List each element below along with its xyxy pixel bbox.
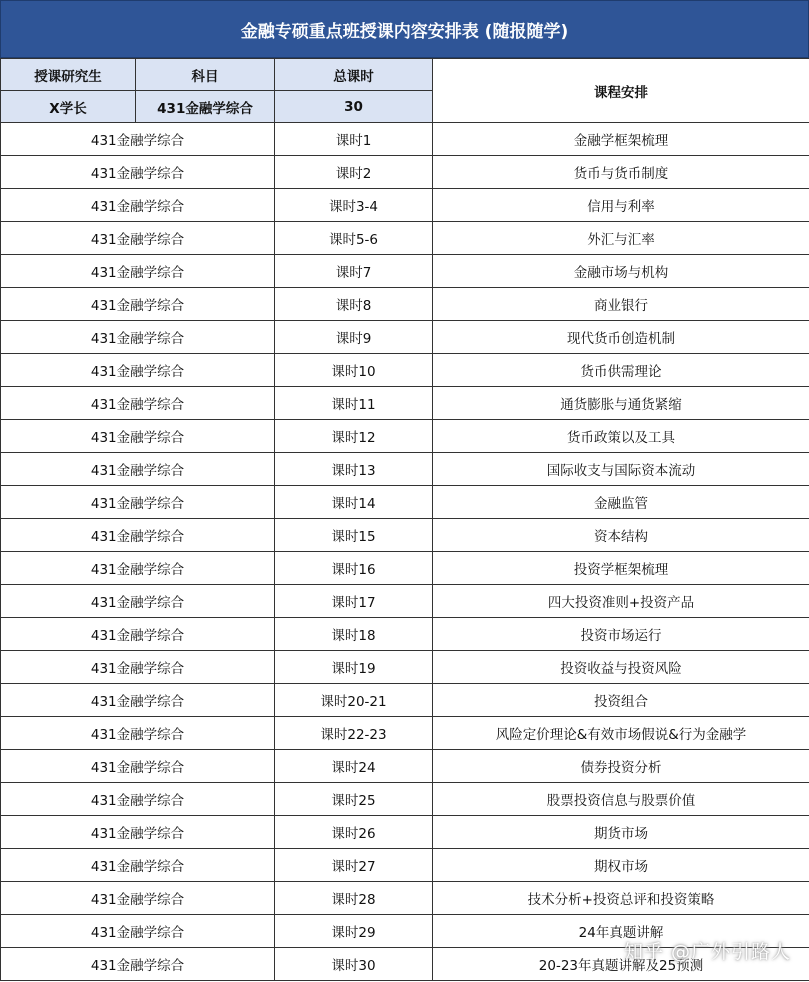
table-row [1, 684, 809, 717]
lesson-cell: 课时18 [275, 618, 433, 651]
subject-cell: 431金融学综合 [1, 123, 275, 156]
table-row [1, 255, 809, 288]
lesson-cell: 课时10 [275, 354, 433, 387]
content-cell: 期权市场 [433, 849, 809, 882]
table-row [1, 321, 809, 354]
subject-cell: 431金融学综合 [1, 618, 275, 651]
content-cell: 现代货币创造机制 [433, 321, 809, 354]
content-cell: 商业银行 [433, 288, 809, 321]
subject-value: 431金融学综合 [136, 91, 275, 123]
table-row [1, 816, 809, 849]
table-row [1, 486, 809, 519]
content-cell: 资本结构 [433, 519, 809, 552]
subject-cell: 431金融学综合 [1, 651, 275, 684]
table-row [1, 189, 809, 222]
content-cell: 国际收支与国际资本流动 [433, 453, 809, 486]
subject-cell: 431金融学综合 [1, 354, 275, 387]
content-cell: 通货膨胀与通货紧缩 [433, 387, 809, 420]
lesson-cell: 课时12 [275, 420, 433, 453]
content-cell: 货币政策以及工具 [433, 420, 809, 453]
table-row [1, 783, 809, 816]
table-row [1, 750, 809, 783]
watermark: 知乎 @广外引路人 [623, 941, 791, 963]
subject-cell: 431金融学综合 [1, 915, 275, 948]
teacher-header: 授课研究生 [1, 59, 136, 91]
table-row [1, 519, 809, 552]
total-hours-header: 总课时 [275, 59, 433, 91]
subject-cell: 431金融学综合 [1, 585, 275, 618]
lesson-cell: 课时24 [275, 750, 433, 783]
subject-cell: 431金融学综合 [1, 288, 275, 321]
table-row [1, 354, 809, 387]
lesson-cell: 课时15 [275, 519, 433, 552]
lesson-cell: 课时14 [275, 486, 433, 519]
lesson-cell: 课时16 [275, 552, 433, 585]
subject-cell: 431金融学综合 [1, 552, 275, 585]
table-row [1, 387, 809, 420]
content-cell: 金融监管 [433, 486, 809, 519]
subject-cell: 431金融学综合 [1, 948, 275, 981]
content-cell: 债券投资分析 [433, 750, 809, 783]
lesson-cell: 课时19 [275, 651, 433, 684]
lesson-cell: 课时27 [275, 849, 433, 882]
content-cell: 金融市场与机构 [433, 255, 809, 288]
table-row [1, 156, 809, 189]
lesson-cell: 课时25 [275, 783, 433, 816]
lesson-cell: 课时11 [275, 387, 433, 420]
table-row [1, 882, 809, 915]
subject-cell: 431金融学综合 [1, 783, 275, 816]
subject-cell: 431金融学综合 [1, 882, 275, 915]
lesson-cell: 课时17 [275, 585, 433, 618]
content-cell: 20-23年真题讲解及25预测 [433, 948, 809, 981]
content-cell: 投资组合 [433, 684, 809, 717]
subject-cell: 431金融学综合 [1, 387, 275, 420]
subject-cell: 431金融学综合 [1, 255, 275, 288]
subject-cell: 431金融学综合 [1, 453, 275, 486]
content-cell: 技术分析+投资总评和投资策略 [433, 882, 809, 915]
lesson-cell: 课时26 [275, 816, 433, 849]
table-row [1, 453, 809, 486]
subject-cell: 431金融学综合 [1, 750, 275, 783]
total-hours-value: 30 [275, 91, 433, 123]
lesson-cell: 课时9 [275, 321, 433, 354]
lesson-cell: 课时2 [275, 156, 433, 189]
lesson-cell: 课时5-6 [275, 222, 433, 255]
table-row [1, 222, 809, 255]
content-cell: 投资学框架梳理 [433, 552, 809, 585]
lesson-cell: 课时7 [275, 255, 433, 288]
lesson-cell: 课时1 [275, 123, 433, 156]
lesson-cell: 课时8 [275, 288, 433, 321]
table-row [1, 915, 809, 948]
table-row [1, 288, 809, 321]
table-row [1, 717, 809, 750]
lesson-cell: 课时3-4 [275, 189, 433, 222]
subject-cell: 431金融学综合 [1, 816, 275, 849]
lesson-cell: 课时13 [275, 453, 433, 486]
subject-cell: 431金融学综合 [1, 717, 275, 750]
content-cell: 期货市场 [433, 816, 809, 849]
content-cell: 信用与利率 [433, 189, 809, 222]
subject-cell: 431金融学综合 [1, 189, 275, 222]
content-cell: 四大投资准则+投资产品 [433, 585, 809, 618]
table-row [1, 123, 809, 156]
subject-cell: 431金融学综合 [1, 222, 275, 255]
content-cell: 投资收益与投资风险 [433, 651, 809, 684]
schedule-header: 课程安排 [433, 59, 809, 123]
content-cell: 外汇与汇率 [433, 222, 809, 255]
subject-cell: 431金融学综合 [1, 849, 275, 882]
subject-cell: 431金融学综合 [1, 519, 275, 552]
lesson-cell: 课时20-21 [275, 684, 433, 717]
content-cell: 24年真题讲解 [433, 915, 809, 948]
table-row [1, 948, 809, 981]
schedule-table [0, 58, 809, 981]
table-row [1, 618, 809, 651]
subject-cell: 431金融学综合 [1, 486, 275, 519]
lesson-cell: 课时28 [275, 882, 433, 915]
content-cell: 风险定价理论&有效市场假说&行为金融学 [433, 717, 809, 750]
table-row [1, 420, 809, 453]
lesson-cell: 课时30 [275, 948, 433, 981]
subject-cell: 431金融学综合 [1, 156, 275, 189]
table-row [1, 585, 809, 618]
subject-header: 科目 [136, 59, 275, 91]
content-cell: 金融学框架梳理 [433, 123, 809, 156]
content-cell: 股票投资信息与股票价值 [433, 783, 809, 816]
table-row [1, 849, 809, 882]
subject-cell: 431金融学综合 [1, 684, 275, 717]
subject-cell: 431金融学综合 [1, 420, 275, 453]
subject-cell: 431金融学综合 [1, 321, 275, 354]
table-row [1, 651, 809, 684]
page-title: 金融专硕重点班授课内容安排表 (随报随学) [0, 0, 809, 58]
lesson-cell: 课时29 [275, 915, 433, 948]
table-row [1, 552, 809, 585]
lesson-cell: 课时22-23 [275, 717, 433, 750]
content-cell: 货币与货币制度 [433, 156, 809, 189]
content-cell: 投资市场运行 [433, 618, 809, 651]
header-row [1, 59, 809, 91]
content-cell: 货币供需理论 [433, 354, 809, 387]
teacher-value: X学长 [1, 91, 136, 123]
